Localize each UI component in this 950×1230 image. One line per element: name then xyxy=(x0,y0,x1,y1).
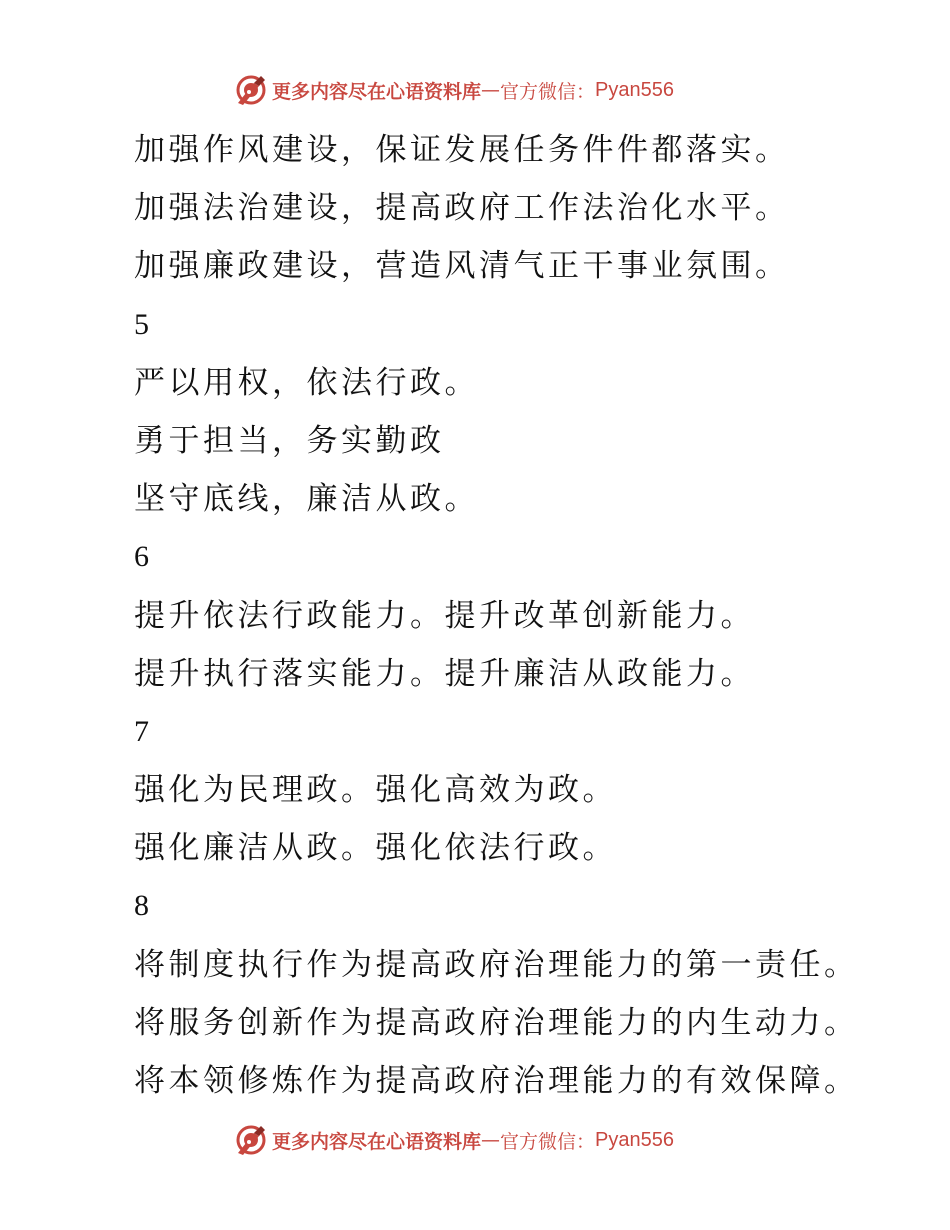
section-number: 5 xyxy=(134,307,149,341)
section-number: 6 xyxy=(134,540,149,574)
text-line: 将制度执行作为提高政府治理能力的第一责任。 xyxy=(134,946,859,983)
footer-banner xyxy=(234,1122,674,1158)
banner-wechat-label: 官方微信： xyxy=(500,80,596,103)
text-line: 将本领修炼作为提高政府治理能力的有效保障。 xyxy=(134,1063,859,1099)
text-line: 勇于担当，务实勤政 xyxy=(134,422,445,459)
text-line: 加强作风建设，保证发展任务件件都落实。 xyxy=(134,132,790,168)
banner-main-text: 更多内容尽在心语资料库 xyxy=(272,1130,482,1153)
banner-dash: — xyxy=(481,79,501,101)
text-line: 加强法治建设，提高政府工作法治化水平。 xyxy=(134,190,790,227)
text-line: 将服务创新作为提高政府治理能力的内生动力。 xyxy=(134,1004,859,1041)
pen-logo-icon xyxy=(234,73,268,107)
text-line: 提升依法行政能力。提升改革创新能力。 xyxy=(134,597,755,634)
pen-logo-icon xyxy=(234,1123,268,1157)
banner-wechat-id: Pyan556 xyxy=(595,78,674,101)
document-body xyxy=(134,121,914,1110)
banner-dash: — xyxy=(481,1129,501,1151)
banner-main-text: 更多内容尽在心语资料库 xyxy=(272,80,482,103)
text-line: 强化为民理政。强化高效为政。 xyxy=(134,772,617,809)
section-number: 7 xyxy=(134,714,149,748)
header-banner xyxy=(234,72,674,108)
banner-wechat-id: Pyan556 xyxy=(595,1128,674,1151)
banner-wechat-label: 官方微信： xyxy=(500,1130,596,1153)
text-line: 严以用权，依法行政。 xyxy=(134,364,479,401)
text-line: 提升执行落实能力。提升廉洁从政能力。 xyxy=(134,655,755,692)
text-line: 加强廉政建设，营造风清气正干事业氛围。 xyxy=(134,248,790,285)
text-line: 强化廉洁从政。强化依法行政。 xyxy=(134,830,617,867)
text-line: 坚守底线，廉洁从政。 xyxy=(134,481,479,518)
section-number: 8 xyxy=(134,889,149,923)
